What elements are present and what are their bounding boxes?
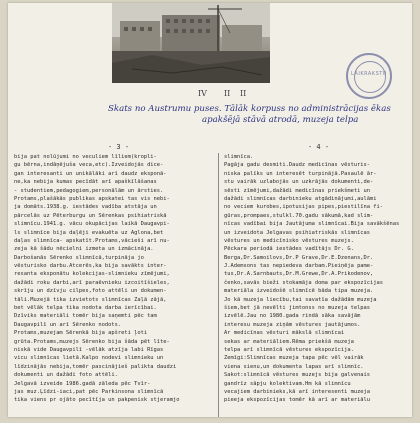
text-line: J.Ademsons tas nepiedeva darbam.Pieiņēja pame-: [224, 263, 374, 270]
text-line: Jo kā muzeja liecību,tai savatīa dažādām muzeja: [224, 296, 377, 303]
photo-caption: [108, 104, 398, 126]
text-line: grūta.Protams,muzejs Sērenko bija šāda pēt līte-: [14, 338, 170, 345]
caption-line-2: apakšējā stāvā atrodā, muzeja telpa: [202, 115, 359, 125]
text-line: dokumenti un dažādi foto attēli.: [14, 372, 118, 379]
text-line: ne,ka nebija kumas pecīdāt arī apaškīlāšanas: [14, 179, 157, 186]
page-number-left: - 3 -: [108, 143, 130, 151]
caption-line-1: Skats no Austrumu puses. Tālāk korpuss no administrācijas ēkas: [108, 104, 391, 114]
text-line: ja domāts.1938.g. iestādes vadība atstāja un: [14, 204, 157, 211]
page-number-right: - 4 -: [308, 143, 330, 151]
text-line: Sakot:slimnīcā vēstures muzejs bija galvenais: [224, 372, 371, 379]
text-line: vicu slimnīcas lietā.Kalpo nodevi slimnieku un: [14, 355, 164, 362]
text-line: ls slimnīce bija daļēji evakuēta uz Aglona,bet: [14, 229, 164, 236]
text-line: dažādi slimnīcas darbinieku atgādinājumi,aulāmi: [224, 195, 377, 202]
text-line: Pagāja gadu desmiti.Daudz medicīnas vēsturis-: [224, 162, 371, 169]
text-line: Jelgavā izveide 1986.gadā zāleda pēc Tvīr-: [14, 380, 151, 387]
text-line: šiem,bet jā nevēlti jimtonss no muzeja telpas: [224, 305, 371, 312]
text-line: viena sienu,un dokumenta lapas arī slimnīc.: [224, 363, 364, 370]
text-line: resanta eksponātu kolekcijas-slimnieku zīmējumi,: [14, 271, 170, 278]
text-line: Daugavpilī un arī Sērenko nodots.: [14, 321, 122, 328]
text-line: niska palīks un interesēt turpinājā.Pasaulē ār-: [224, 170, 377, 177]
library-stamp: [346, 53, 392, 99]
text-line: no veciem kurobes,ipotusijas pipes,piestilīna fi-: [224, 204, 384, 211]
text-line: čenko,savās bieži stokamāja doma par ekspozīcijas: [224, 279, 384, 286]
text-line: jas muz.Ļīdzi-iaci,pat pēc Parkinsona slimnīcā: [14, 388, 164, 395]
text-line: tāli.Muzejā tika izvietots slimnīcas Zaļā zājā,: [14, 296, 167, 303]
left-text-column: [14, 153, 204, 417]
text-line: nīcas vadībai bija Jautājuma slimnīcai.Bija savākšēnas: [224, 221, 400, 228]
text-line: telpa arī slimnīcā vēstures ekspozīcija.: [224, 346, 354, 353]
right-text-column: [224, 153, 412, 417]
text-line: skrīju un dzīvju cilpes,foto attēli un dokumen-: [14, 288, 167, 295]
text-line: gandrīz sāpju kolektivam.Hm kā slimnīcu: [224, 380, 351, 387]
roman-numeral-2: II: [224, 89, 231, 98]
text-line: dažādi roku darbi,arī paraēvnieku izcoitīšieles,: [14, 279, 170, 286]
text-line: interesu muzeja ziņām vēstures jautājumos.: [224, 321, 361, 328]
text-line: materiāla izveidošē slimnīcē bāda tipa muzeja.: [224, 288, 374, 295]
text-line: slimnīca.: [224, 154, 254, 160]
photo-illustration: [112, 3, 270, 83]
construction-photo: [112, 3, 270, 83]
text-line: zeja kā šādu nēcielni izmeta un izmācināja.: [14, 246, 154, 253]
stamp-text: LAIKRAKSTU: [351, 71, 387, 77]
text-line: gūras,prompaes,stulkl.70.gadu sākumā,kad slim-: [224, 212, 374, 219]
text-line: vēsturisko darbu.Atcerēs,ka bija savākts inter-: [14, 263, 167, 270]
text-line: līdzinājās nebija,tomēr pascinājieš palikta daudzi: [14, 363, 177, 370]
text-line: Zemīgi:Slimnīcas muzeja tapa pēc vēl vairāk: [224, 355, 364, 362]
text-line: bija pat nolūjumi no veculiem līliem(kropli-: [14, 154, 157, 160]
column-divider: [218, 153, 219, 417]
text-line: un izveidota Jelgavas psihiatriskās slimnīcas: [224, 229, 371, 236]
text-line: Protams,muzejam Sērenkā bija apšreti ļoti: [14, 330, 148, 337]
text-line: gan interesanti un unikālāki arī daudz eksponā-: [14, 170, 167, 177]
text-line: Dzīviks materiāli tomēr bija saņemti pēc tam: [14, 313, 157, 320]
text-line: niskā vide Daugavpilī -vēlāk atzīja labi Rīgas: [14, 346, 164, 353]
text-line: bet vēlāk telpa tika nodota darba ierīcībai.: [14, 305, 157, 312]
roman-numeral-1: IV: [198, 89, 207, 98]
text-line: sēsti zīmējumi,dažādi medicīnas priekšmeti un: [224, 187, 371, 194]
text-line: gu bērna,indāņējuša veca,etc).Izveidojās dice-: [14, 162, 164, 169]
text-line: Darbošanās Sērenko slimnīcā,turpināja jo: [14, 254, 144, 261]
text-line: vecajiem darbinieks,kā arī interesenti muzeja: [224, 388, 371, 395]
text-line: tika viens pr ojāto pecītīja un pakpenisk stjeramjo: [14, 397, 180, 404]
text-line: Protams,plašākās publikas apskatei tas vis nebi-: [14, 195, 170, 202]
text-line: tus,Dr.A.Sarnbauts,Dr.M.Grewe,Dr.A.Prikodenov,: [224, 271, 374, 278]
text-line: vēstures un medicīnisko vēstures muzejs.: [224, 237, 354, 244]
text-line: daļas slimnīca- apskatīt.Protams,vācieši arī nu-: [14, 237, 170, 244]
roman-numeral-3: II: [240, 89, 247, 98]
text-line: slimnīcu.1941.g. vācu okupācijas laikā Daugavpi-: [14, 221, 170, 228]
document-page: [8, 3, 412, 417]
text-line: Berga,Dr.Samoilovs,Dr.P Grave,Dr.E.Dzenans,Dr.: [224, 254, 374, 261]
text-line: izvēlē.Jau no 1980.gada rindā sāka savājām: [224, 313, 361, 320]
text-line: Ar medicīnas vēsturi mākslā slimnīcai: [224, 330, 345, 337]
text-line: sekas ar materiāliem.Rēma priekšā muzeja: [224, 338, 354, 345]
text-line: stu vairāk uzlabojās un uzkrājās dokumenti,de-: [224, 179, 374, 186]
text-line: - studentiem,pedagogiem,personālām un ārsties.: [14, 187, 164, 194]
text-line: Pēckara periodā iestādes vadītājs Dr. G.: [224, 246, 354, 253]
text-line: pieeja ekspozīcijas tomēr kā arī ar materiālu: [224, 397, 371, 404]
text-line: pārcelās uz Pēterburgu un Sērenkas psihiatriskā: [14, 212, 167, 219]
